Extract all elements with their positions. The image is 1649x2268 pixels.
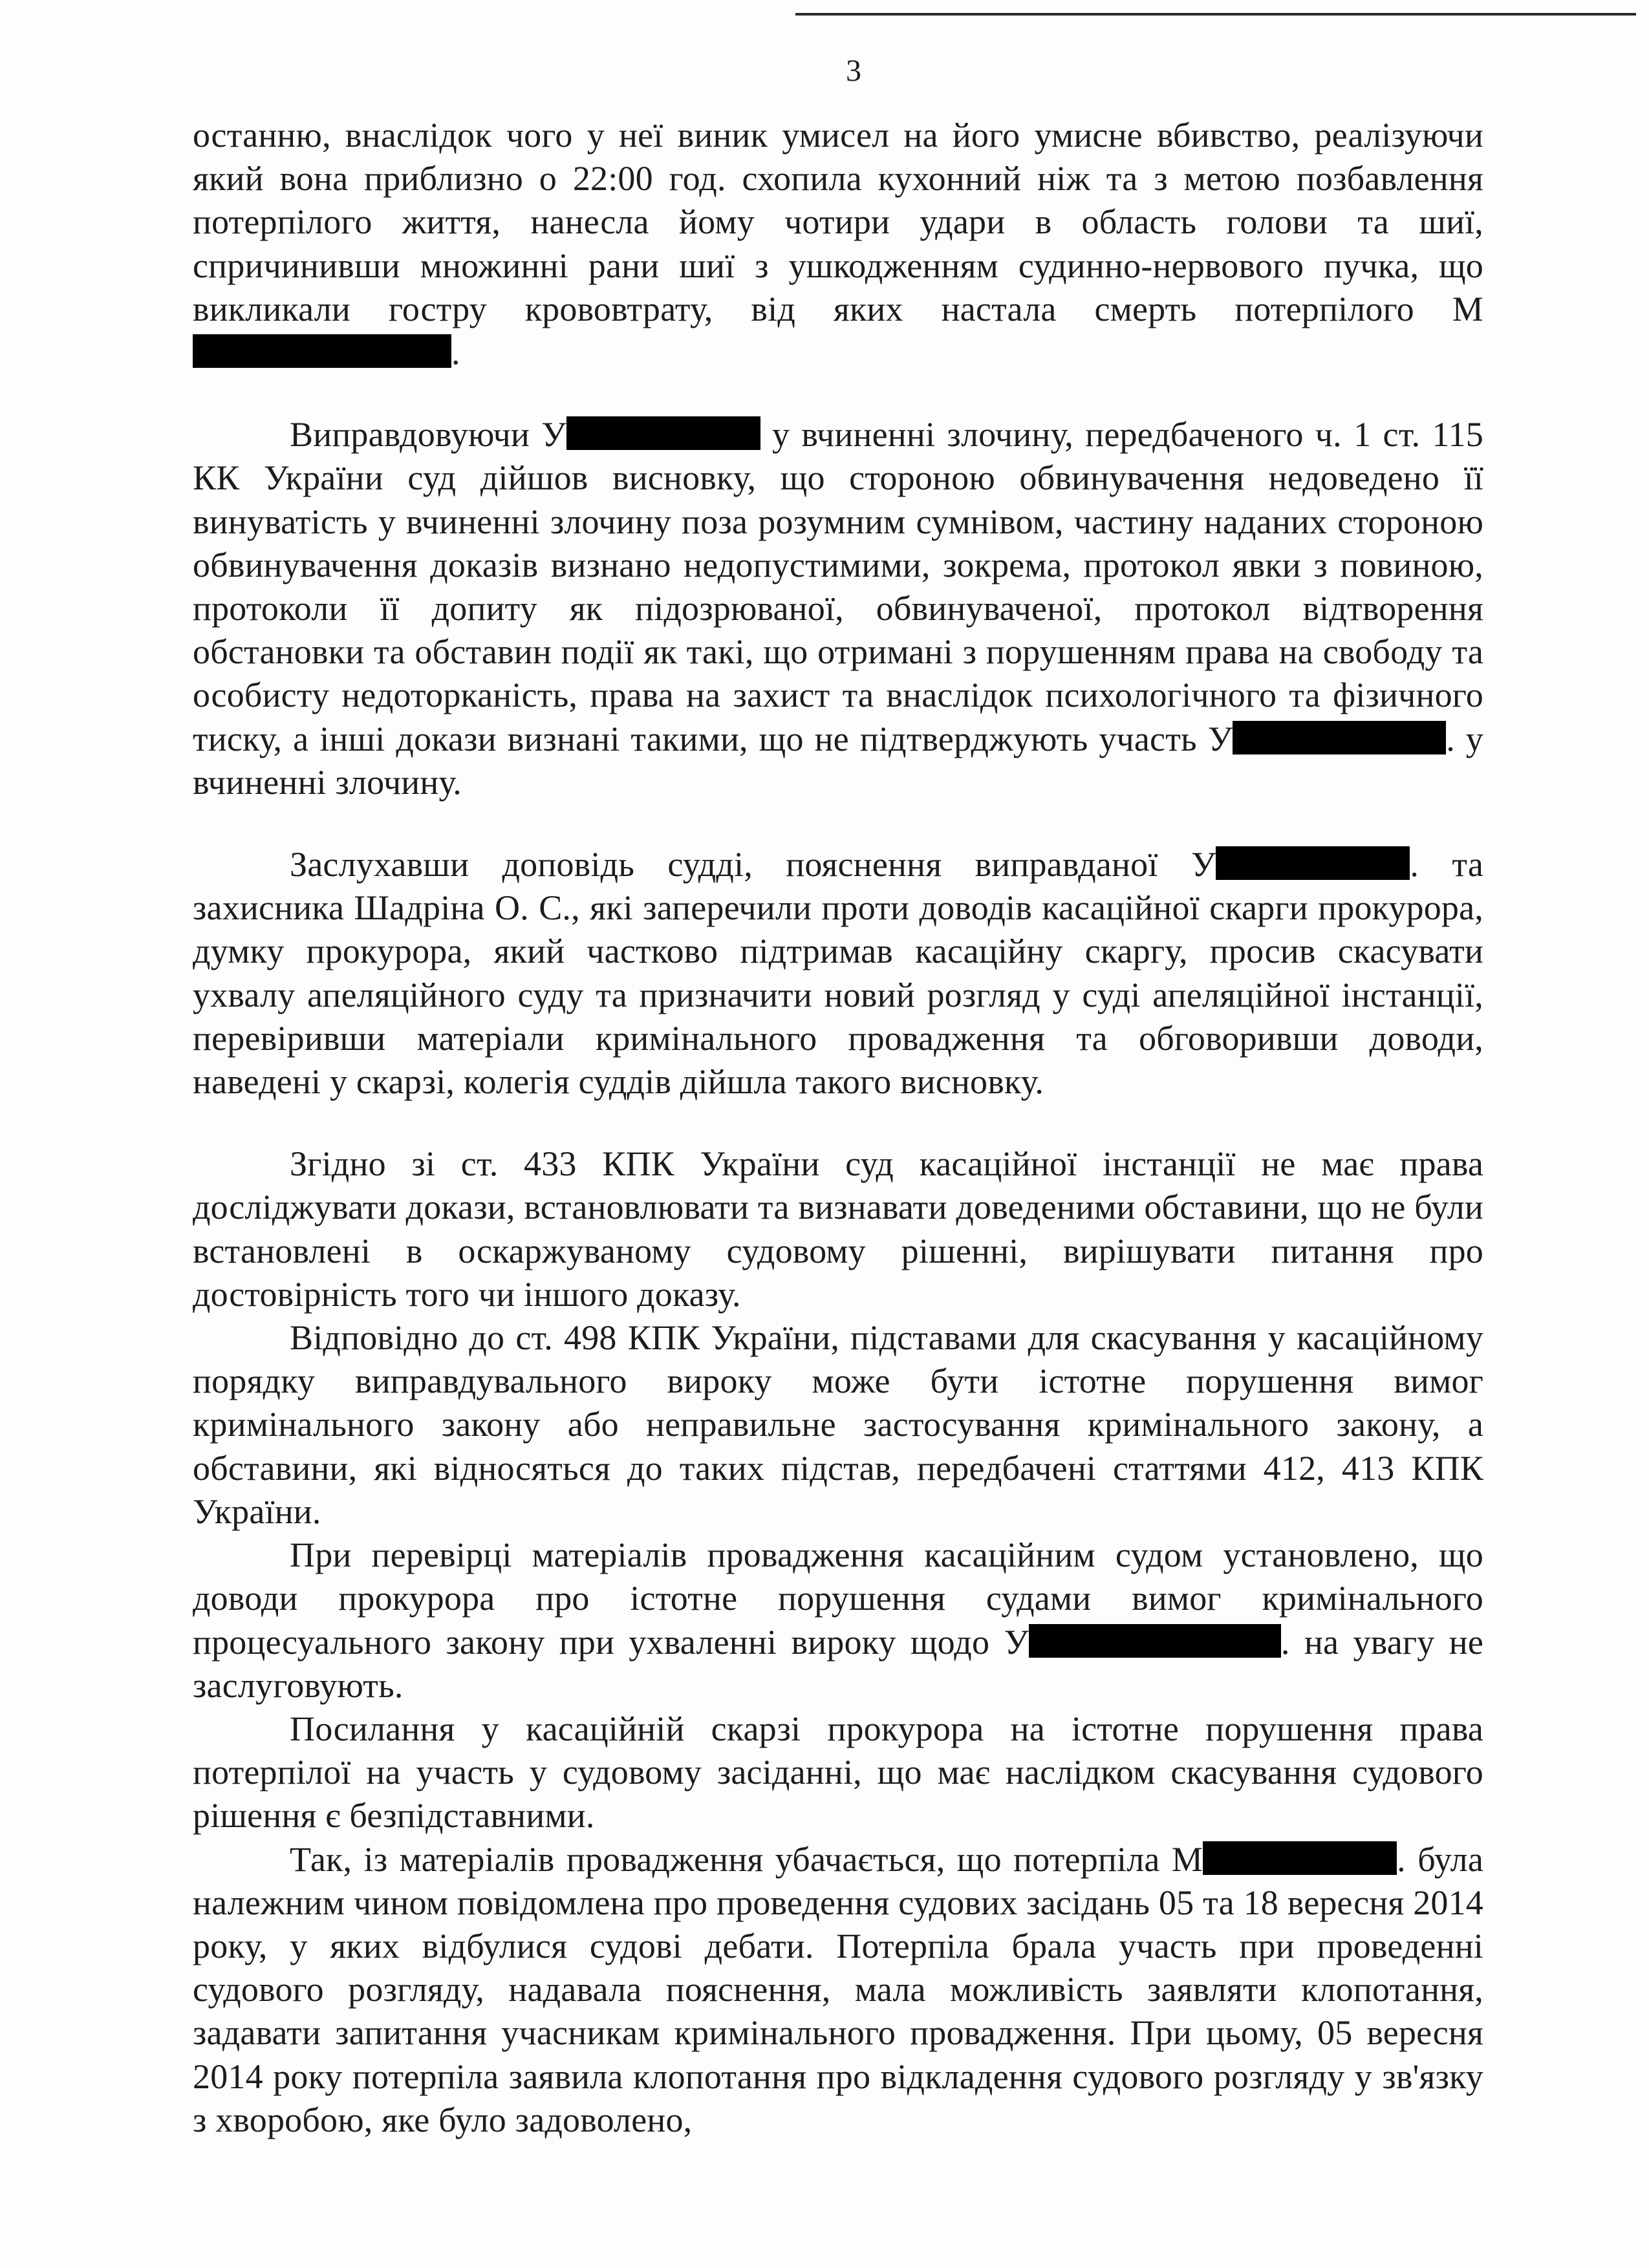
document-body xyxy=(193,114,1483,2142)
paragraph-3 xyxy=(193,843,1483,1104)
paragraph-6 xyxy=(193,1534,1483,1707)
paragraph-4: Згідно зі ст. 433 КПК України суд касаційної інстанції не має права досліджувати докази, встановлювати та визнавати доведеними обставини, що не були встановлені в оскаржуваному судовому рішенні, вирішувати питання про достовірність того чи іншого доказу. xyxy=(193,1144,1483,1314)
page-number: 3 xyxy=(846,54,861,88)
redaction-bar xyxy=(193,334,451,368)
paragraph-1-text-b: . xyxy=(451,333,460,372)
paragraph-2 xyxy=(193,413,1483,804)
paragraph-8 xyxy=(193,1838,1483,2142)
paragraph-2-text-a: Виправдовуючи У xyxy=(290,415,566,455)
redaction-bar xyxy=(1216,846,1410,880)
paragraph-6-text-a: При перевірці матеріалів провадження касаційним судом установлено, що доводи прокурора про істотне порушення судами вимог кримінального процесуального закону при ухваленні вироку щодо У xyxy=(193,1535,1483,1662)
paragraph-6-text-b: . на увагу не заслуговують. xyxy=(193,1622,1484,1705)
paragraph-3-text-b: . та захисника Шадріна О. С., які заперечили проти доводів касаційної скарги прокурора, думку прокурора, який частково підтримав касаційну скаргу, просив скасувати ухвалу апеляційного суду та призначити новий розгляд у суді апеляційної інстанції, перевіривши матеріали кримінального провадження та обговоривши доводи, наведені у скарзі, колегія суддів дійшла такого висновку. xyxy=(193,845,1483,1102)
top-rule xyxy=(795,13,1636,16)
paragraph-7: Посилання у касаційній скарзі прокурора на істотне порушення права потерпілої на участь у судовому засіданні, що має наслідком скасування судового рішення є безпідставними. xyxy=(193,1709,1483,1835)
paragraph-3-text-a: Заслухавши доповідь судді, пояснення виправданої У xyxy=(290,845,1216,884)
paragraph-8-text-a: Так, із матеріалів провадження убачається, що потерпіла М xyxy=(290,1839,1203,1879)
redaction-bar xyxy=(1029,1624,1281,1658)
paragraph-2-text-c: . у вчиненні злочину. xyxy=(193,719,1484,802)
paragraph-2-text-b: у вчиненні злочину, передбаченого ч. 1 ст. 115 КК України суд дійшов висновку, що стороною обвинувачення недоведено її винуватість у вчиненні злочину поза розумним сумнівом, частину наданих стороною обвинувачення доказів визнано недопустимими, зокрема, протокол явки з повиною, протоколи її допиту як підозрюваної, обвинуваченої, протокол відтворення обстановки та обставин події як такі, що отримані з порушенням права на свободу та особисту недоторканість, права на захист та внаслідок психологічного та фізичного тиску, а інші докази визнані такими, що не підтверджують участь У xyxy=(193,415,1484,758)
paragraph-5: Відповідно до ст. 498 КПК України, підставами для скасування у касаційному порядку виправдувального вироку може бути істотне порушення вимог кримінального закону або неправильне застосування кримінального закону, а обставини, які відносяться до таких підстав, передбачені статтями 412, 413 КПК України. xyxy=(193,1318,1483,1531)
paragraph-1 xyxy=(193,114,1483,374)
paragraph-1-text-a: останню, внаслідок чого у неї виник умисел на його умисне вбивство, реалізуючи який вона приблизно о 22:00 год. схопила кухонний ніж та з метою позбавлення потерпілого життя, нанесла йому чотири удари в область голови та шиї, спричинивши множинні рани шиї з ушкодженням судинно-нервового пучка, що викликали гостру крововтрату, від яких настала смерть потерпілого М xyxy=(193,116,1483,328)
paragraph-8-text-b: . була належним чином повідомлена про проведення судових засідань 05 та 18 вересня 2014 року, у яких відбулися судові дебати. Потерпіла брала участь при проведенні судового розгляду, надавала пояснення, мала можливість заявляти клопотання, задавати запитання учасникам кримінального провадження. При цьому, 05 вересня 2014 року потерпіла заявила клопотання про відкладення судового розгляду у зв'язку з хворобою, яке було задоволено, xyxy=(193,1839,1483,2139)
redaction-bar xyxy=(1233,721,1446,754)
redaction-bar xyxy=(1203,1841,1397,1875)
redaction-bar xyxy=(566,416,760,450)
